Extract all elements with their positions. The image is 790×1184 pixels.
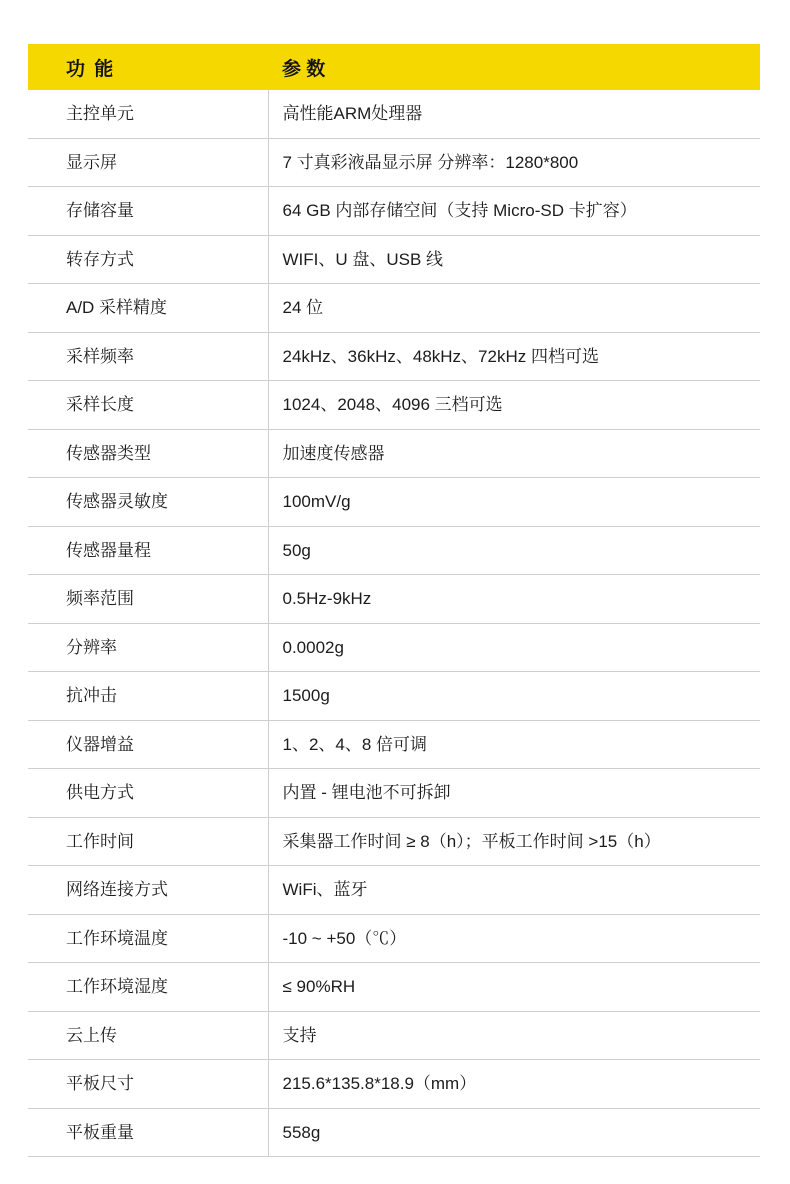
row-function-label: 抗冲击 <box>28 672 268 721</box>
table-row <box>28 187 760 236</box>
row-parameter-value: 加速度传感器 <box>268 429 760 478</box>
row-parameter-value: 内置 - 锂电池不可拆卸 <box>268 769 760 818</box>
table-row <box>28 90 760 138</box>
row-function-label: 传感器量程 <box>28 526 268 575</box>
row-parameter-value: 1500g <box>268 672 760 721</box>
table-row <box>28 1108 760 1157</box>
table-row <box>28 1011 760 1060</box>
table-row <box>28 769 760 818</box>
row-function-label: A/D 采样精度 <box>28 284 268 333</box>
row-parameter-value: 24kHz、36kHz、48kHz、72kHz 四档可选 <box>268 332 760 381</box>
row-function-label: 传感器灵敏度 <box>28 478 268 527</box>
row-parameter-value: 100mV/g <box>268 478 760 527</box>
row-function-label: 工作环境温度 <box>28 914 268 963</box>
row-parameter-value: ≤ 90%RH <box>268 963 760 1012</box>
row-function-label: 工作时间 <box>28 817 268 866</box>
row-function-label: 工作环境湿度 <box>28 963 268 1012</box>
table-row <box>28 478 760 527</box>
row-function-label: 分辨率 <box>28 623 268 672</box>
table-row <box>28 429 760 478</box>
table-row <box>28 381 760 430</box>
row-parameter-value: 采集器工作时间 ≥ 8（h）；平板工作时间 >15（h） <box>268 817 760 866</box>
row-function-label: 云上传 <box>28 1011 268 1060</box>
row-parameter-value: 支持 <box>268 1011 760 1060</box>
row-function-label: 频率范围 <box>28 575 268 624</box>
row-function-label: 采样频率 <box>28 332 268 381</box>
row-function-label: 传感器类型 <box>28 429 268 478</box>
table-row <box>28 914 760 963</box>
row-function-label: 存储容量 <box>28 187 268 236</box>
row-function-label: 主控单元 <box>28 90 268 138</box>
row-parameter-value: 1、2、4、8 倍可调 <box>268 720 760 769</box>
row-function-label: 仪器增益 <box>28 720 268 769</box>
table-row <box>28 963 760 1012</box>
row-parameter-value: WiFi、蓝牙 <box>268 866 760 915</box>
table-row <box>28 235 760 284</box>
row-function-label: 转存方式 <box>28 235 268 284</box>
row-function-label: 平板尺寸 <box>28 1060 268 1109</box>
row-function-label: 平板重量 <box>28 1108 268 1157</box>
table-row <box>28 720 760 769</box>
table-row <box>28 575 760 624</box>
table-header <box>28 44 760 90</box>
table-row <box>28 817 760 866</box>
specification-table <box>28 44 760 1157</box>
row-parameter-value: 64 GB 内部存储空间（支持 Micro-SD 卡扩容） <box>268 187 760 236</box>
column-header-function: 功 能 <box>28 44 268 90</box>
row-function-label: 供电方式 <box>28 769 268 818</box>
row-parameter-value: -10 ~ +50（℃） <box>268 914 760 963</box>
row-parameter-value: 558g <box>268 1108 760 1157</box>
row-parameter-value: 50g <box>268 526 760 575</box>
table-body <box>28 90 760 1157</box>
row-parameter-value: WIFI、U 盘、USB 线 <box>268 235 760 284</box>
row-parameter-value: 215.6*135.8*18.9（mm） <box>268 1060 760 1109</box>
table-row <box>28 623 760 672</box>
table-row <box>28 284 760 333</box>
row-parameter-value: 7 寸真彩液晶显示屏 分辨率：1280*800 <box>268 138 760 187</box>
row-parameter-value: 24 位 <box>268 284 760 333</box>
table-row <box>28 526 760 575</box>
table-header-row <box>28 44 760 90</box>
row-parameter-value: 0.0002g <box>268 623 760 672</box>
table-row <box>28 332 760 381</box>
row-parameter-value: 高性能ARM处理器 <box>268 90 760 138</box>
row-parameter-value: 1024、2048、4096 三档可选 <box>268 381 760 430</box>
table-row <box>28 138 760 187</box>
table-row <box>28 866 760 915</box>
row-parameter-value: 0.5Hz-9kHz <box>268 575 760 624</box>
column-header-parameter: 参 数 <box>268 44 760 90</box>
table-row <box>28 672 760 721</box>
row-function-label: 网络连接方式 <box>28 866 268 915</box>
row-function-label: 采样长度 <box>28 381 268 430</box>
row-function-label: 显示屏 <box>28 138 268 187</box>
table-row <box>28 1060 760 1109</box>
